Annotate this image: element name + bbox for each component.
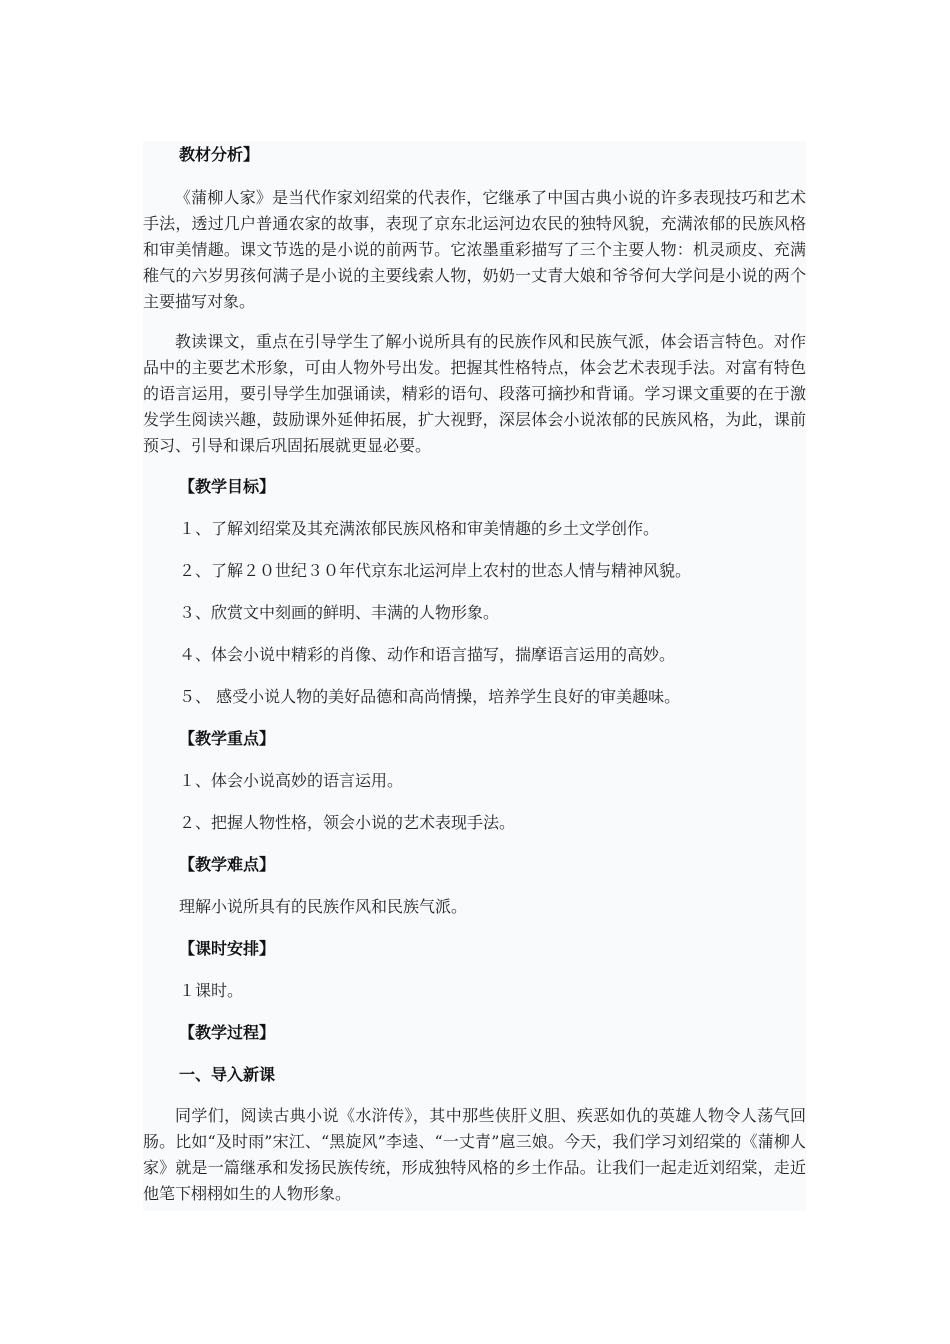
- goal-item: ２、了解２０世纪３０年代京东北运河岸上农村的世态人情与精神风貌。: [179, 561, 692, 580]
- analysis-heading: 教材分析】: [179, 145, 260, 164]
- document-body: [143, 141, 806, 1207]
- goal-item: ３、欣赏文中刻画的鲜明、丰满的人物形象。: [179, 603, 500, 622]
- goals-heading: 【教学目标】: [179, 477, 276, 496]
- key-point-item: ２、把握人物性格，领会小说的艺术表现手法。: [179, 813, 516, 832]
- goal-item: ４、体会小说中精彩的肖像、动作和语言描写，揣摩语言运用的高妙。: [179, 645, 676, 664]
- analysis-paragraph-2: 教读课文，重点在引导学生了解小说所具有的民族作风和民族气派，体会语言特色。对作品中的主要艺术形象，可由人物外号出发。把握其性格特点，体会艺术表现手法。对富有特色的语言运用，要引导学生加强诵读，精彩的语句、段落可摘抄和背诵。学习课文重要的在于激发学生阅读兴趣，鼓励课外延伸拓展，扩大视野，深层体会小说浓郁的民族风格，为此，课前预习、引导和课后巩固拓展就更显必要。: [143, 332, 806, 455]
- difficulty-heading: 【教学难点】: [179, 855, 276, 874]
- process-heading: 【教学过程】: [179, 1023, 276, 1042]
- key-points-heading: 【教学重点】: [179, 729, 276, 748]
- goal-item: ５、 感受小说人物的美好品德和高尚情操，培养学生良好的审美趣味。: [179, 687, 681, 706]
- goal-item: １、了解刘绍棠及其充满浓郁民族风格和审美情趣的乡土文学创作。: [179, 519, 660, 538]
- schedule-text: １课时。: [179, 981, 244, 1000]
- intro-paragraph: 同学们，阅读古典小说《水浒传》，其中那些侠肝义胆、疾恶如仇的英雄人物令人荡气回肠。比如“及时雨”宋江、“黑旋风”李逵、“一丈青”扈三娘。今天，我们学习刘绍棠的《蒲柳人家》就是一篇继承和发扬民族传统，形成独特风格的乡土作品。让我们一起走近刘绍棠，走近他笔下栩栩如生的人物形象。: [143, 1106, 806, 1203]
- schedule-heading: 【课时安排】: [179, 939, 276, 958]
- difficulty-text: 理解小说所具有的民族作风和民族气派。: [179, 897, 468, 916]
- analysis-paragraph-1: 《蒲柳人家》是当代作家刘绍棠的代表作，它继承了中国古典小说的许多表现技巧和艺术手法，透过几户普通农家的故事，表现了京东北运河边农民的独特风貌，充满浓郁的民族风格和审美情趣。课文节选的是小说的前两节。它浓墨重彩描写了三个主要人物：机灵顽皮、充满稚气的六岁男孩何满子是小说的主要线索人物，奶奶一丈青大娘和爷爷何大学问是小说的两个主要描写对象。: [143, 188, 806, 311]
- process-subheading-intro: 一、导入新课: [179, 1065, 276, 1084]
- key-point-item: １、体会小说高妙的语言运用。: [179, 771, 404, 790]
